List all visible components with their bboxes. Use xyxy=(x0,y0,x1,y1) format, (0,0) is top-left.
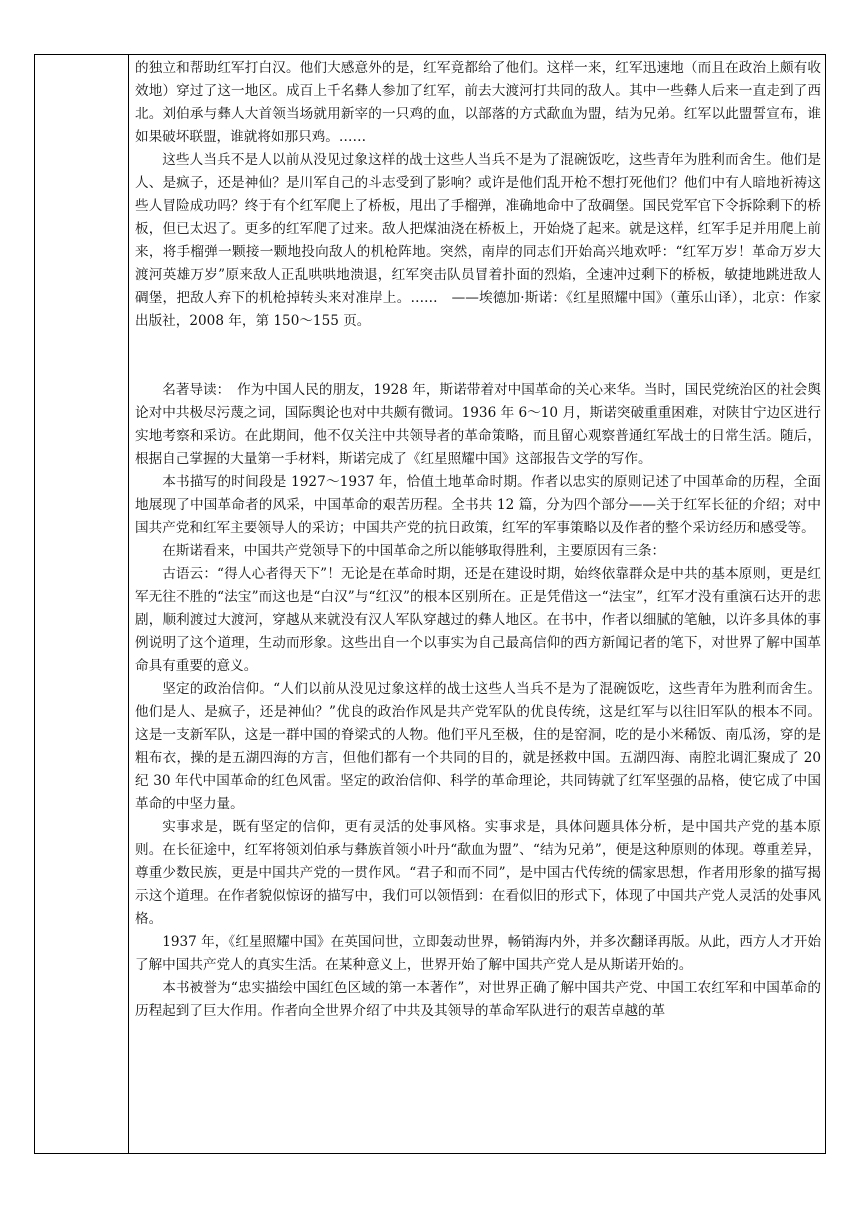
guide-section xyxy=(135,379,821,1023)
body-paragraph: 1937 年，《红星照耀中国》在英国问世，立即轰动世界，畅销海内外，并多次翻译再版。从此，西方人才开始了解中国共产党人的真实生活。在某种意义上，世界开始了解中国共产党人是从斯诺开始的。 xyxy=(135,934,821,973)
body-paragraph: 这些人当兵不是人以前从没见过象这样的战士这些人当兵不是为了混碗饭吃，这些青年为胜利而舍生。他们是人、是疯子，还是神仙？是川军自己的斗志受到了影响？或许是他们乱开枪不想打死他们？他们中有人暗地祈祷这些人冒险成功吗？终于有个红军爬上了桥板，甩出了手榴弹，准确地命中了敌碉堡。国民党军官下令拆除剩下的桥板，但已太迟了。更多的红军爬了过来。敌人把煤油浇在桥板上，开始烧了起来。就是这样，红军手足并用爬上前来，将手榴弹一颗接一颗地投向敌人的机枪阵地。突然，南岸的同志们开始高兴地欢呼：“红军万岁！革命万岁大渡河英雄万岁”原来敌人正乱哄哄地溃退，红军突击队员冒着扑面的烈焰，全速冲过剩下的桥板，敏捷地跳进敌人碉堡，把敌人弃下的机枪掉转头来对准岸上。…… ——埃德加·斯诺：《红星照耀中国》（董乐山译），北京：作家出版社，2008 年，第 150～155 页。 xyxy=(135,152,821,329)
paragraph-gap xyxy=(135,356,821,379)
body-paragraph: 实事求是，既有坚定的信仰，更有灵活的处事风格。实事求是，具体问题具体分析，是中国共产党的基本原则。在长征途中，红军将领刘伯承与彝族首领小叶丹“歃血为盟”、“结为兄弟”，便是这种原则的体现。尊重差异，尊重少数民族，更是中国共产党的一贯作风。“君子和而不同”，是中国古代传统的儒家思想，作者用形象的描写揭示这个道理。在作者貌似惊讶的描写中，我们可以领悟到：在看似旧的形式下，体现了中国共产党人灵活的处事风格。 xyxy=(135,819,821,927)
body-paragraph: 本书描写的时间段是 1927～1937 年，恰值土地革命时期。作者以忠实的原则记述了中国革命的历程，全面地展现了中国革命者的风采，中国革命的艰苦历程。全书共 12 篇，分为四个部分——关于红军长征的介绍；对中国共产党和红军主要领导人的采访；中国共产党的抗日政策，红军的军事策略以及作者的整个采访经历和感受等。 xyxy=(135,474,821,536)
body-paragraph: 古语云：“得人心者得天下”！无论是在革命时期，还是在建设时期，始终依靠群众是中共的基本原则，更是红军无往不胜的“法宝”而这也是“白汉”与“红汉”的根本区别所在。正是凭借这一“法宝”，红军才没有重演石达开的悲剧，顺利渡过大渡河，穿越从来就没有汉人军队穿越过的彝人地区。在书中，作者以细腻的笔触，以许多具体的事例说明了这个道理，生动而形象。这些出自一个以事实为自己最高信仰的西方新闻记者的笔下，对世界了解中国革命具有重要的意义。 xyxy=(135,566,821,674)
body-paragraph: 在斯诺看来，中国共产党领导下的中国革命之所以能够取得胜利，主要原因有三条： xyxy=(162,543,666,559)
body-paragraph: 本书被誉为“忠实描绘中国红色区域的第一本著作”，对世界正确了解中国共产党、中国工农红军和中国革命的历程起到了巨大作用。作者向全世界介绍了中共及其领导的革命军队进行的艰苦卓越的革 xyxy=(135,980,821,1019)
content-table xyxy=(34,54,826,1154)
table-right-cell xyxy=(129,55,825,1153)
body-paragraph: 的独立和帮助红军打白汉。他们大感意外的是，红军竟都给了他们。这样一来，红军迅速地（而且在政治上颇有收效地）穿过了这一地区。成百上千名彝人参加了红军，前去大渡河打共同的敌人。其中一些彝人后来一直走到了西北。刘伯承与彝人大首领当场就用新宰的一只鸡的血，以部落的方式歃血为盟，结为兄弟。红军以此盟誓宣布，谁如果破坏联盟，谁就将如那只鸡。…… xyxy=(135,60,821,145)
table-left-cell xyxy=(35,55,129,1153)
paragraph-gap xyxy=(135,333,821,356)
quoted-excerpt xyxy=(135,57,821,333)
body-paragraph: 坚定的政治信仰。“人们以前从没见过象这样的战士这些人当兵不是为了混碗饭吃，这些青年为胜利而舍生。他们是人、是疯子，还是神仙？”优良的政治作风是共产党军队的优良传统，这是红军与以往旧军队的根本不同。这是一支新军队，这是一群中国的脊梁式的人物。他们平凡至极，住的是窑洞，吃的是小米稀饭、南瓜汤，穿的是粗布衣，操的是五湖四海的方言，但他们都有一个共同的目的，就是拯救中国。五湖四海、南腔北调汇聚成了 20 纪 30 年代中国革命的红色风雷。坚定的政治信仰、科学的革命理论，共同铸就了红军坚强的品格，使它成了中国革命的中坚力量。 xyxy=(135,681,821,812)
body-paragraph: 名著导读： 作为中国人民的朋友，1928 年，斯诺带着对中国革命的关心来华。当时，国民党统治区的社会舆论对中共极尽污蔑之词，国际舆论也对中共颇有微词。1936 年 6～10 月，斯诺突破重重困难，对陕甘宁边区进行实地考察和采访。在此期间，他不仅关注中共领导者的革命策略，而且留心观察普通红军战士的日常生活。随后，根据自己掌握的大量第一手材料，斯诺完成了《红星照耀中国》这部报告文学的写作。 xyxy=(135,382,821,467)
